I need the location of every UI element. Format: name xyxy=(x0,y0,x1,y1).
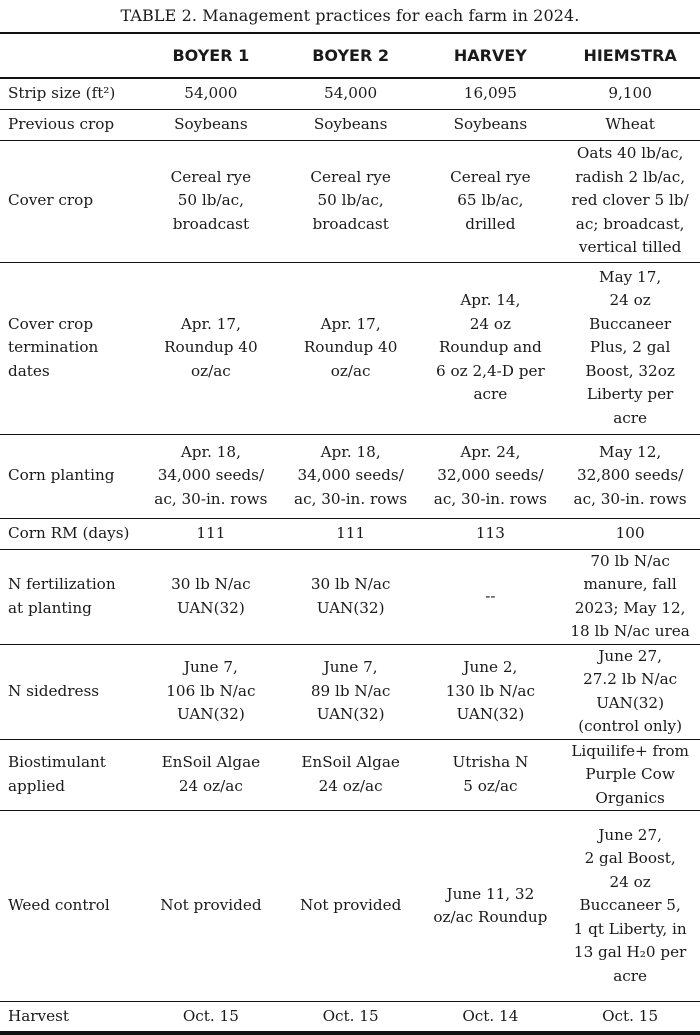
cell-line: Oct. 15 xyxy=(182,1006,239,1025)
cell-line: Soybeans xyxy=(174,114,248,133)
cell-line: drilled xyxy=(465,214,516,233)
cell-line: UAN(32) xyxy=(176,705,245,724)
table-row xyxy=(0,518,700,549)
table-header-row xyxy=(0,33,700,78)
cell-line: ac; broadcast, xyxy=(575,214,685,233)
cell-hiemstra xyxy=(560,140,700,262)
cell-line: 34,000 seeds/ xyxy=(157,466,265,485)
cell-line: applied xyxy=(8,776,65,795)
column-header-hiemstra: HIEMSTRA xyxy=(583,46,677,65)
cell-line: 24 oz/ac xyxy=(318,776,383,795)
row-label xyxy=(0,1002,141,1033)
cell-harvey xyxy=(421,518,561,549)
cell-line: 30 lb N/ac xyxy=(310,575,391,593)
cell-line: UAN(32) xyxy=(176,598,245,617)
cell-boyer-1 xyxy=(141,549,281,644)
cell-line: vertical tilled xyxy=(578,238,682,257)
cell-line: N fertilization xyxy=(8,575,116,593)
table-row xyxy=(0,140,700,262)
cell-line: Roundup 40 xyxy=(164,338,258,357)
cell-line: 111 xyxy=(336,523,366,542)
cell-line: Apr. 18, xyxy=(180,442,241,461)
column-header-boyer-1: BOYER 1 xyxy=(172,46,250,65)
cell-boyer-1 xyxy=(141,1002,281,1033)
cell-boyer-1 xyxy=(141,644,281,739)
row-label xyxy=(0,434,141,518)
table-row xyxy=(0,78,700,109)
cell-boyer-2 xyxy=(281,739,421,811)
cell-harvey xyxy=(421,644,561,739)
cell-line: ac, 30-in. rows xyxy=(154,489,268,508)
cell-line: Utrisha N xyxy=(452,753,529,772)
cell-harvey xyxy=(421,811,561,1002)
row-label xyxy=(0,811,141,1002)
cell-boyer-1 xyxy=(141,78,281,109)
cell-harvey xyxy=(421,434,561,518)
cell-line: May 17, xyxy=(599,267,662,286)
cell-hiemstra xyxy=(560,434,700,518)
cell-hiemstra xyxy=(560,109,700,140)
column-header-boyer-2: BOYER 2 xyxy=(312,46,389,65)
cell-line: 18 lb N/ac urea xyxy=(570,622,690,640)
cell-line: N sidedress xyxy=(8,681,100,700)
row-label xyxy=(0,140,141,262)
cell-line: 70 lb N/ac xyxy=(590,551,670,570)
cell-boyer-2 xyxy=(281,549,421,644)
cell-line: 2023; May 12, xyxy=(574,598,686,617)
row-label xyxy=(0,739,141,811)
row-label xyxy=(0,109,141,140)
cell-line: oz/ac xyxy=(190,361,231,380)
cell-line: UAN(32) xyxy=(596,693,664,712)
cell-line: 32,800 seeds/ xyxy=(576,466,684,485)
cell-line: ac, 30-in. rows xyxy=(433,489,547,508)
cell-line: 34,000 seeds/ xyxy=(297,466,404,485)
cell-line: UAN(32) xyxy=(456,705,525,724)
cell-boyer-1 xyxy=(141,434,281,518)
row-label xyxy=(0,262,141,434)
cell-line: 65 lb/ac, xyxy=(457,191,524,210)
cell-line: radish 2 lb/ac, xyxy=(575,167,686,186)
cell-line: Cover crop xyxy=(8,191,94,210)
cell-line: 2 gal Boost, xyxy=(584,849,676,868)
cell-line: oz/ac xyxy=(330,361,371,380)
cell-line: 13 gal H₂0 per xyxy=(573,943,687,962)
cell-line: 54,000 xyxy=(184,84,238,102)
cell-line: 24 oz xyxy=(469,314,512,333)
cell-line: broadcast xyxy=(172,214,250,233)
cell-line: (control only) xyxy=(578,717,683,735)
cell-line: June 27, xyxy=(598,646,662,665)
table-row xyxy=(0,644,700,739)
cell-line: 1 qt Liberty, in xyxy=(573,919,687,938)
cell-line: Oct. 15 xyxy=(602,1006,659,1025)
cell-line: Cereal rye xyxy=(310,167,391,186)
row-label xyxy=(0,78,141,109)
cell-line: June 11, 32 xyxy=(446,884,535,903)
cell-line: Roundup and xyxy=(438,338,542,357)
cell-hiemstra xyxy=(560,739,700,811)
cell-line: Not provided xyxy=(299,896,402,915)
cell-line: Biostimulant xyxy=(8,753,106,772)
cell-line: Organics xyxy=(595,788,665,807)
cell-line: Weed control xyxy=(8,896,110,915)
cell-boyer-2 xyxy=(281,434,421,518)
cell-line: 54,000 xyxy=(324,84,378,102)
cell-line: termination xyxy=(8,338,99,357)
cell-line: Purple Cow xyxy=(585,765,675,783)
cell-line: 24 oz xyxy=(609,291,651,310)
table-row xyxy=(0,262,700,434)
cell-harvey xyxy=(421,1002,561,1033)
cell-harvey xyxy=(421,109,561,140)
cell-line: June 7, xyxy=(183,658,238,677)
cell-line: Liberty per xyxy=(586,385,674,404)
cell-hiemstra xyxy=(560,644,700,739)
cell-boyer-1 xyxy=(141,518,281,549)
cell-line: 100 xyxy=(615,523,645,542)
cell-line: Harvest xyxy=(8,1006,70,1025)
cell-boyer-1 xyxy=(141,811,281,1002)
column-header-harvey: HARVEY xyxy=(453,46,527,65)
cell-line: Cover crop xyxy=(8,314,94,333)
management-practices-table xyxy=(0,32,700,1035)
cell-line: Soybeans xyxy=(453,114,528,133)
cell-line: Corn planting xyxy=(8,466,115,485)
cell-line: Cereal rye xyxy=(450,167,531,186)
cell-line: acre xyxy=(613,408,648,427)
cell-line: Apr. 14, xyxy=(460,291,521,310)
cell-boyer-1 xyxy=(141,109,281,140)
cell-line: 89 lb N/ac xyxy=(310,681,391,700)
cell-line: EnSoil Algae xyxy=(161,753,261,772)
cell-harvey xyxy=(421,78,561,109)
cell-boyer-2 xyxy=(281,78,421,109)
cell-hiemstra xyxy=(560,518,700,549)
cell-line: ac, 30-in. rows xyxy=(294,489,408,508)
cell-line: Plus, 2 gal xyxy=(589,338,671,357)
cell-line: ac, 30-in. rows xyxy=(573,489,687,508)
cell-line: 27.2 lb N/ac xyxy=(583,670,678,688)
cell-boyer-2 xyxy=(281,811,421,1002)
row-label xyxy=(0,518,141,549)
cell-line: Corn RM (days) xyxy=(8,523,130,542)
cell-harvey xyxy=(421,262,561,434)
cell-line: Cereal rye xyxy=(170,167,252,186)
cell-line: Apr. 24, xyxy=(460,442,521,461)
table-row xyxy=(0,811,700,1002)
cell-line: EnSoil Algae xyxy=(301,753,400,772)
cell-boyer-2 xyxy=(281,1002,421,1033)
table-caption: TABLE 2. Management practices for each farm in 2024. xyxy=(120,6,580,25)
cell-line: 5 oz/ac xyxy=(463,776,518,795)
cell-line: June 7, xyxy=(323,658,378,677)
cell-line: at planting xyxy=(8,598,92,617)
table-row xyxy=(0,434,700,518)
cell-boyer-2 xyxy=(281,644,421,739)
cell-line: 106 lb N/ac xyxy=(166,681,256,700)
cell-line: 16,095 xyxy=(463,84,517,102)
cell-line: acre xyxy=(613,966,648,985)
cell-harvey xyxy=(421,140,561,262)
cell-line: Oct. 15 xyxy=(322,1006,379,1025)
cell-line: Roundup 40 xyxy=(303,338,398,357)
cell-hiemstra xyxy=(560,262,700,434)
cell-line: 6 oz 2,4-D per xyxy=(436,361,545,380)
cell-line: acre xyxy=(473,385,508,404)
table-row xyxy=(0,109,700,140)
cell-line: Soybeans xyxy=(313,114,388,133)
cell-hiemstra xyxy=(560,1002,700,1033)
cell-line: Liquilife+ from xyxy=(571,741,689,760)
cell-line: UAN(32) xyxy=(316,705,385,724)
header-corner xyxy=(0,33,141,78)
cell-line: UAN(32) xyxy=(316,598,385,617)
cell-line: red clover 5 lb/ xyxy=(571,191,689,210)
cell-line: 24 oz/ac xyxy=(178,776,243,795)
cell-line: dates xyxy=(8,361,50,380)
cell-hiemstra xyxy=(560,78,700,109)
cell-line: Previous crop xyxy=(8,114,115,133)
cell-line: June 27, xyxy=(598,825,662,844)
cell-line: 32,000 seeds/ xyxy=(437,466,544,485)
cell-line: Buccaneer xyxy=(589,314,672,333)
cell-boyer-2 xyxy=(281,109,421,140)
cell-boyer-2 xyxy=(281,140,421,262)
cell-line: Apr. 17, xyxy=(320,314,381,333)
cell-line: Oct. 14 xyxy=(462,1006,519,1025)
cell-line: 50 lb/ac, xyxy=(317,191,384,210)
cell-hiemstra xyxy=(560,549,700,644)
cell-line: manure, fall xyxy=(583,575,677,593)
cell-boyer-1 xyxy=(141,739,281,811)
cell-line: 50 lb/ac, xyxy=(177,191,244,210)
cell-line: 130 lb N/ac xyxy=(445,681,535,700)
cell-harvey xyxy=(421,739,561,811)
table-row xyxy=(0,739,700,811)
cell-boyer-2 xyxy=(281,518,421,549)
cell-harvey xyxy=(421,549,561,644)
cell-line: Boost, 32oz xyxy=(585,361,675,380)
cell-boyer-1 xyxy=(141,140,281,262)
table-row xyxy=(0,1002,700,1033)
cell-line: oz/ac Roundup xyxy=(433,908,548,926)
cell-line: Oats 40 lb/ac, xyxy=(576,144,684,163)
cell-line: Not provided xyxy=(160,896,262,915)
cell-line: Buccaneer 5, xyxy=(579,896,681,915)
cell-boyer-1 xyxy=(141,262,281,434)
cell-line: Wheat xyxy=(605,114,655,133)
cell-line: Strip size (ft²) xyxy=(8,84,116,102)
cell-line: -- xyxy=(485,586,496,605)
cell-line: 24 oz xyxy=(609,872,651,891)
cell-line: 9,100 xyxy=(608,84,652,102)
cell-line: Apr. 17, xyxy=(180,314,241,333)
cell-line: 30 lb N/ac xyxy=(171,575,251,593)
cell-line: Apr. 18, xyxy=(320,442,381,461)
cell-line: 113 xyxy=(475,523,505,542)
row-label xyxy=(0,549,141,644)
cell-line: June 2, xyxy=(463,658,518,677)
cell-line: May 12, xyxy=(599,442,662,461)
cell-line: 111 xyxy=(196,523,226,542)
cell-hiemstra xyxy=(560,811,700,1002)
table-row xyxy=(0,549,700,644)
row-label xyxy=(0,644,141,739)
cell-boyer-2 xyxy=(281,262,421,434)
cell-line: broadcast xyxy=(312,214,389,233)
